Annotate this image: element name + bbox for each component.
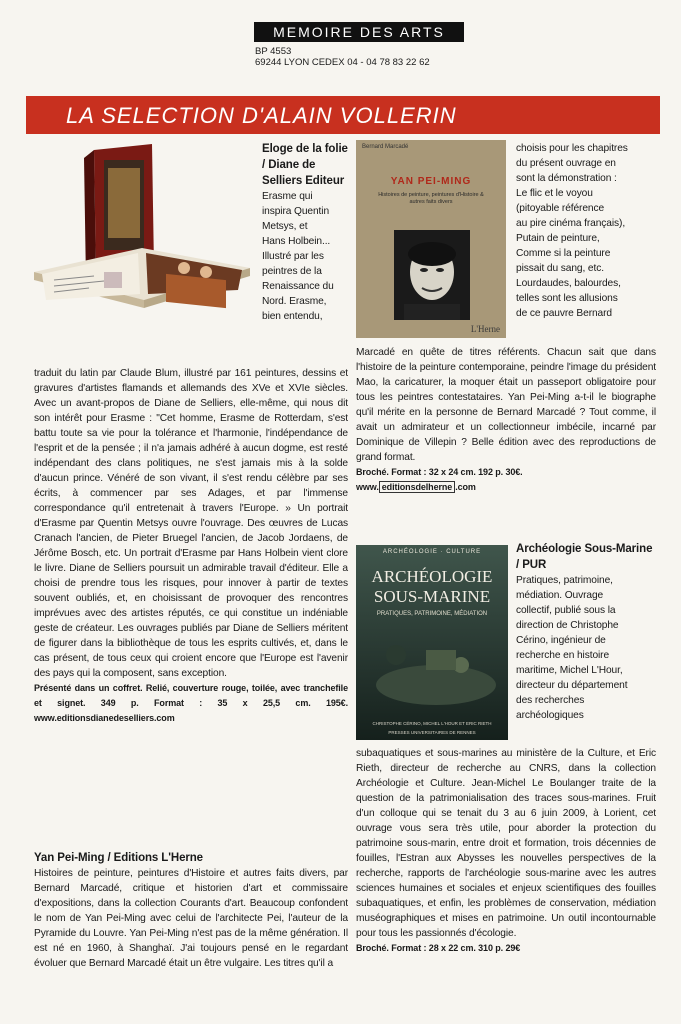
contact-address: 69244 LYON CEDEX 04 - 04 78 83 22 62	[255, 57, 430, 68]
article2-right	[356, 345, 656, 495]
intro-line: bien entendu,	[262, 311, 323, 322]
side-line: Cérino, ingénieur de	[516, 635, 606, 646]
yan-pei-ming-cover	[356, 140, 506, 338]
side-line: Putain de peinture,	[516, 233, 600, 244]
article2-meta: Broché. Format : 32 x 24 cm. 192 p. 30€.	[356, 467, 523, 477]
article1-body: traduit du latin par Claude Blum, illustré par 161 peintures, dessins et gravures d'artistes flamands et allemands des XVe et XVIe siècles. Avec un avant-propos de Diane de Selliers, elle-même, qui nous dit son intérêt pour Erasme : "Cet homme, Erasme de Rotterdam, s'est battu toute sa vie pour la tolérance et l'harmonie, l'indépendance de l'esprit et de la pensée ; il n'a jamais adhéré à aucun dogme, est resté indépendant des clans politiques, ne s'est jamais mis à la solde d'aucun prince. Vénéré de son vivant, il s'est rendu célèbre par ses écrits, à commencer par ses Adages, et par l'immense correspondance qu'il entretenait à travers l'Europe. » Un portrait d'Erasme par Quentin Metsys ouvre l'ouvrage. Des œuvres de Lucas Cranach l'ancien, de Pieter Bruegel l'ancien, de Jacob Jordaens, de Jérôme Bosch, etc. Un portrait d'Erasme par Hans Holbein vient clore le livre. Diane de Selliers poursuit un admirable travail d'éditeur. Elle a choisi de prendre tous les risques, pour innover à partir de textes souvent oubliés, et, en choisissant de provoquer des rencontres imprévues avec des artistes réputés, ce qui constitue un indéniable geste de créateur. Les ouvrages publiés par Diane de Selliers méritent de figurer dans la bibliothèque de tous les esprits cultivés, et, dans le cas présent, de tous ceux qui croient encore que l'Europe est l'avenir des pays qui la composent, sans exception.	[34, 368, 348, 679]
side-line: au pire cinéma français),	[516, 218, 626, 229]
cover-subtitle: Histoires de peinture, peintures d'Histoire & autres faits divers	[378, 192, 484, 205]
cover-subtitle: PRATIQUES, PATRIMOINE, MÉDIATION	[376, 611, 488, 617]
article1-meta: Présenté dans un coffret. Relié, couverture rouge, toilée, avec tranchefile et signet. 349 p. Format : 35 x 25,5 cm. 195€. www.editionsdianedeselliers.com	[34, 683, 348, 723]
intro-line: Renaissance du	[262, 281, 334, 292]
article1-intro	[262, 141, 348, 324]
article1-heading: Eloge de la folie / Diane de Selliers Editeur	[262, 143, 348, 187]
article3-side	[516, 541, 656, 723]
intro-line: Nord. Erasme,	[262, 296, 327, 307]
side-line: Comme si la peinture	[516, 248, 611, 259]
eloge-book-image	[34, 140, 250, 365]
side-line: du présent ouvrage en	[516, 158, 616, 169]
article3-body: subaquatiques et sous-marines au ministère de la Culture, et Eric Rieth, directeur de recherche au CNRS, dans la collection Archéologie et Culture. Jean-Michel Le Boulanger traite de la question de la patrimonialisation des traces sous-marines. Fruit d'un colloque qui se tenait du 3 au 6 juin 2009, à Lorient, cet ouvrage vous sera très utile, pour aborder la protection du patrimoine sous-marin, entre droit et formation, trois décennies de fouilles, l'Estran aux Abysses les nouvelles perspectives de la recherche, rapports de l'archéologie sous-marine avec les autres sciences humaines et sociales et enjeux scientifiques des fouilles subaquatiques, et enfin, les problèmes de conservation, médiation muséographiques et mises en patrimoine. Un outil incontournable pour tous les passionnés d'écologie.	[356, 748, 656, 939]
article2-side	[516, 141, 656, 321]
side-line: médiation. Ouvrage	[516, 590, 604, 601]
article1-body-block	[34, 366, 348, 726]
article3-heading: Archéologie Sous-Marine / PUR	[516, 543, 653, 571]
cover-authors: CHRISTOPHE CÉRINO, MICHEL L'HOUR ET ERIC RIETH	[372, 721, 492, 726]
cover-series: ARCHÉOLOGIE · CULTURE	[382, 549, 482, 555]
side-line: direction de Christophe	[516, 620, 619, 631]
intro-line: Metsys, et	[262, 221, 308, 232]
side-line: telles sont les allusions	[516, 293, 618, 304]
side-line: maritime, Michel L'Hour,	[516, 665, 623, 676]
side-line: de ce pauvre Bernard	[516, 308, 612, 319]
section-banner	[26, 96, 660, 134]
side-line: collectif, publié sous la	[516, 605, 616, 616]
intro-line: inspira Quentin	[262, 206, 330, 217]
side-line: sont la démonstration :	[516, 173, 617, 184]
side-line: choisis pour les chapitres	[516, 143, 628, 154]
cover-title-2: SOUS-MARINE	[373, 587, 491, 606]
intro-line: peintres de la	[262, 266, 322, 277]
cover-author: Bernard Marcadé	[362, 144, 409, 150]
article2-left	[34, 850, 348, 971]
side-line: pissait du sang, etc.	[516, 263, 604, 274]
side-line: directeur du département	[516, 680, 628, 691]
section-title: LA SELECTION D'ALAIN VOLLERIN	[66, 103, 457, 128]
magazine-title: MEMOIRE DES ARTS	[254, 22, 464, 42]
url-prefix: www.	[356, 482, 379, 492]
article3-body-block	[356, 746, 656, 956]
intro-line: Hans Holbein...	[262, 236, 331, 247]
side-line: recherche en histoire	[516, 650, 610, 661]
article2-url[interactable]	[356, 480, 656, 495]
intro-line: Illustré par les	[262, 251, 324, 262]
article1-intro-lines	[262, 189, 348, 324]
article2-body-right: Marcadé en quête de titres référents. Chacun sait que dans l'histoire de la peinture contemporaine, peindre l'image du président Mao, la caricaturer, la moquer était un passeport obligatoire pour tous les peintres contestataires. Yan Pei-Ming a-t-il le biographe qu'il mérite en la personne de Bernard Marcadé ? Tout comme, il avait un admirateur et un collectionneur imbécile, incarné par Dominique de Villepin ? Belle édition avec des reproductions de grand format.	[356, 347, 656, 463]
portrait-image	[394, 230, 470, 320]
side-line: (pitoyable référence	[516, 203, 605, 214]
side-line: archéologiques	[516, 710, 584, 721]
intro-line: Erasme qui	[262, 191, 313, 202]
url-suffix: .com	[455, 482, 476, 492]
article2-heading: Yan Pei-Ming / Editions L'Herne	[34, 852, 203, 864]
side-line: Lourdaudes, balourdes,	[516, 278, 621, 289]
side-line: des recherches	[516, 695, 585, 706]
url-main: editionsdelherne	[379, 481, 455, 493]
article3-meta: Broché. Format : 28 x 22 cm. 310 p. 29€	[356, 943, 521, 953]
contact-bp: BP 4553	[255, 46, 292, 57]
cover-title-1: ARCHÉOLOGIE	[371, 567, 493, 586]
side-line: Le flic et le voyou	[516, 188, 593, 199]
cover-publisher: PRESSES UNIVERSITAIRES DE RENNES	[388, 730, 476, 735]
cover-publisher: L'Herne	[470, 324, 500, 334]
side-line: Pratiques, patrimoine,	[516, 575, 613, 586]
contact-block	[255, 46, 430, 68]
archeologie-cover	[356, 545, 508, 740]
article2-body-left: Histoires de peinture, peintures d'Histoire et autres faits divers, par Bernard Marcadé, critique et historien d'art et commissaire d'expositions, dans la collection Courants d'art. Beaucoup confondent le nom de Yan Pei-Ming avec celui de l'architecte Pei, l'auteur de la Pyramide du Louvre. Yan Pei-Ming n'est pas de la même génération. Il est né en 1960, à Shanghaï. J'ai toujours pensé en le regardant évoluer que Bernard Marcadé était un être vulgaire. Les titres qu'il a	[34, 868, 348, 969]
cover-title: YAN PEI-MING	[390, 176, 472, 187]
